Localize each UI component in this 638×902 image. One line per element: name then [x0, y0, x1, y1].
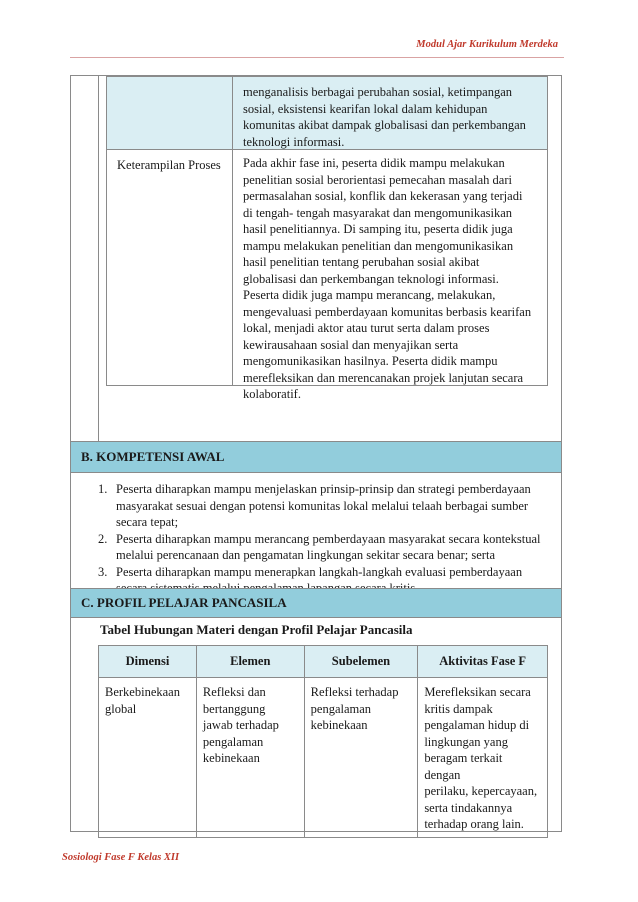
table-cell: Refleksi dan bertanggung jawab terhadap pengalaman kebinekaan: [196, 678, 304, 838]
kompetensi-awal-list: [98, 481, 548, 597]
section-c-heading: C. PROFIL PELAJAR PANCASILA: [71, 588, 561, 618]
capaian-row1-text: menganalisis berbagai perubahan sosial, ketimpangan sosial, eksistensi kearifan lokal dalam kehidupan komunitas akibat dampak globalisasi dan perkembangan teknologi informasi.: [243, 85, 526, 149]
capaian-row1-label-cell: [106, 76, 233, 150]
table-header-row: [99, 646, 548, 678]
capaian-row2-label-cell: [106, 149, 233, 386]
table-cell: Merefleksikan secara kritis dampak pengalaman hidup di lingkungan yang beragam terkait dengan perilaku, kepercayaan, serta tindakannya terhadap orang lain.: [418, 678, 548, 838]
page-footer-title: Sosiologi Fase F Kelas XII: [62, 852, 180, 863]
capaian-row2-label: Keterampilan Proses: [117, 158, 221, 172]
column-header: Subelemen: [304, 646, 418, 678]
profil-table-title: Tabel Hubungan Materi dengan Profil Pelajar Pancasila: [100, 622, 413, 637]
capaian-row1-text-cell: [232, 76, 548, 150]
list-item: 3. Peserta diharapkan mampu menerapkan langkah-langkah evaluasi pemberdayaan: [98, 564, 523, 579]
profil-table: [98, 645, 548, 838]
frame-left-inner-line: [98, 76, 99, 441]
capaian-row2-text-cell: [232, 149, 548, 401]
table-cell: Refleksi terhadap pengalaman kebinekaan: [304, 678, 418, 838]
column-header: Aktivitas Fase F: [418, 646, 548, 678]
list-item: 1. Peserta diharapkan mampu menjelaskan prinsip-prinsip dan strategi pemberdayaan masyarakat sesuai dengan potensi komunitas lokal melalui telaah berbagai sumber secara tepat;: [98, 482, 531, 529]
capaian-row2-text: Pada akhir fase ini, peserta didik mampu melakukan penelitian sosial berorientasi pemecahan masalah dari permasalahan sosial, konflik dan kekerasan yang terjadi di tengah- tengah masyarakat dan mengomunikasikan hasil penelitiannya. Di samping itu, peserta didik juga mampu melakukan penelitian dan mengomunikasikan hasil penelitian tentang perubahan sosial akibat globalisasi dan perkembangan teknologi informasi. Peserta didik juga mampu merancang, melakukan, mengevaluasi pemberdayaan komunitas berbasis kearifan lokal, menjadi aktor atau turut serta dalam proses kewirausahaan sosial dan menyajikan serta mengomunikasikan hasilnya. Peserta didik mampu merefleksikan dan merencanakan projek lanjutan secara kolaboratif.: [243, 156, 532, 401]
header-rule: [70, 57, 564, 58]
list-item: 2. Peserta diharapkan mampu merancang pemberdayaan masyarakat secara kontekstual melalui perencanaan dan pengamatan lingkungan sekitar secara benar; serta: [98, 531, 541, 562]
table-row: [99, 678, 548, 838]
page-header-title: Modul Ajar Kurikulum Merdeka: [416, 39, 558, 50]
column-header: Elemen: [196, 646, 304, 678]
section-b-heading: B. KOMPETENSI AWAL: [71, 441, 561, 473]
column-header: Dimensi: [99, 646, 197, 678]
table-cell: Berkebinekaan global: [99, 678, 197, 838]
